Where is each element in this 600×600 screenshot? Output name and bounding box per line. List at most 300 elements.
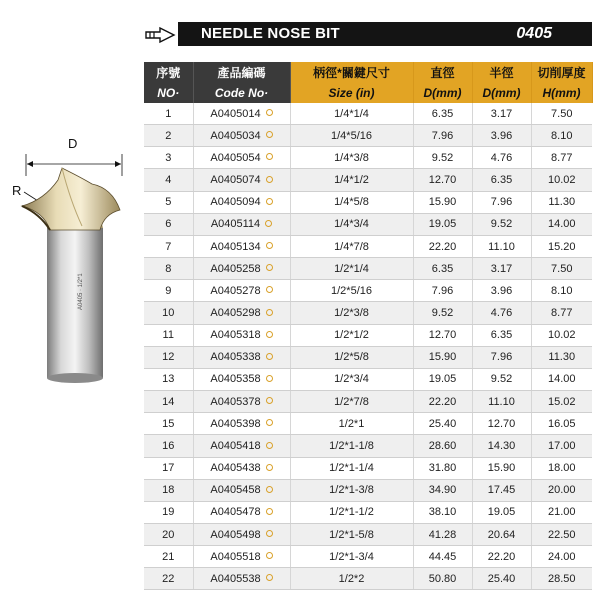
cell-size-text: 1/2*1/2 — [334, 329, 369, 342]
cell-size — [290, 125, 413, 147]
cell-diameter-text: 15.90 — [428, 351, 457, 364]
cell-radius — [472, 435, 531, 457]
cell-height — [531, 103, 592, 125]
cell-code-text: A0405134 — [210, 240, 261, 253]
cell-diameter — [413, 280, 472, 302]
svg-text:A0405 · 1/2*1: A0405 · 1/2*1 — [78, 273, 84, 310]
cell-code — [193, 191, 290, 213]
cell-no-text: 2 — [165, 129, 172, 142]
table-row — [144, 302, 592, 324]
cell-diameter — [413, 413, 472, 435]
cell-no-text: 13 — [162, 373, 175, 386]
cell-size-text: 1/2*1-3/8 — [329, 484, 374, 497]
cell-size-text: 1/4*1/2 — [334, 174, 369, 187]
cell-code — [193, 368, 290, 390]
cell-height — [531, 235, 592, 257]
table-row — [144, 169, 592, 191]
gold-dot-icon — [265, 220, 272, 227]
cell-diameter-text: 12.70 — [428, 174, 457, 187]
cell-height — [531, 169, 592, 191]
cell-diameter-text: 9.52 — [431, 306, 454, 319]
gold-dot-icon — [266, 419, 273, 426]
cell-code-text: A0405458 — [210, 484, 261, 497]
cell-diameter — [413, 191, 472, 213]
gold-dot-icon — [266, 331, 273, 338]
cell-diameter — [413, 125, 472, 147]
cell-height — [531, 324, 592, 346]
cell-height — [531, 346, 592, 368]
cell-radius-text: 9.52 — [490, 218, 513, 231]
gold-dot-icon — [266, 486, 273, 493]
cell-size-text: 1/2*1-3/4 — [329, 550, 374, 563]
cell-height — [531, 568, 592, 590]
cell-code — [193, 435, 290, 457]
cell-height — [531, 413, 592, 435]
cell-size — [290, 235, 413, 257]
gold-dot-icon — [266, 530, 273, 537]
table-row — [144, 568, 592, 590]
cell-code — [193, 169, 290, 191]
cell-radius — [472, 235, 531, 257]
cell-height-text: 10.02 — [547, 174, 576, 187]
cell-code-text: A0405094 — [210, 196, 261, 209]
cell-size-text: 1/4*5/16 — [331, 129, 372, 142]
table-row — [144, 435, 592, 457]
gold-dot-icon — [266, 109, 273, 116]
cell-diameter — [413, 235, 472, 257]
cell-size-text: 1/2*7/8 — [334, 395, 369, 408]
cell-no-text: 16 — [162, 439, 175, 452]
cell-height-text: 16.05 — [547, 417, 576, 430]
cell-no — [144, 258, 193, 280]
cell-diameter-text: 31.80 — [428, 462, 457, 475]
cell-size — [290, 523, 413, 545]
cell-diameter-text: 41.28 — [428, 528, 457, 541]
cell-height-text: 22.50 — [547, 528, 576, 541]
table-row — [144, 235, 592, 257]
cell-code — [193, 413, 290, 435]
cell-size — [290, 169, 413, 191]
gold-dot-icon — [266, 442, 273, 449]
cell-no — [144, 435, 193, 457]
cell-height-text: 28.50 — [547, 572, 576, 585]
cell-no — [144, 346, 193, 368]
cell-code — [193, 324, 290, 346]
cell-size — [290, 280, 413, 302]
cell-height-text: 14.00 — [547, 373, 576, 386]
cell-height — [531, 125, 592, 147]
cell-diameter — [413, 103, 472, 125]
cell-size-text: 1/2*1-1/4 — [329, 462, 374, 475]
router-bit-drawing — [0, 140, 140, 400]
cell-diameter — [413, 523, 472, 545]
cell-height-text: 11.30 — [548, 351, 576, 364]
gold-dot-icon — [266, 176, 273, 183]
cell-diameter — [413, 435, 472, 457]
cell-no — [144, 103, 193, 125]
cell-diameter-text: 19.05 — [428, 218, 457, 231]
cell-no-text: 20 — [162, 528, 175, 541]
cell-radius-text: 14.30 — [487, 439, 516, 452]
cell-diameter-text: 7.96 — [431, 284, 454, 297]
cell-size — [290, 568, 413, 590]
table-row — [144, 258, 592, 280]
cell-height — [531, 546, 592, 568]
arrow-icon — [144, 25, 178, 45]
cell-no-text: 10 — [162, 306, 175, 319]
cell-code-text: A0405298 — [210, 306, 261, 319]
cell-code — [193, 479, 290, 501]
cell-height-text: 8.10 — [551, 284, 573, 297]
cell-diameter — [413, 213, 472, 235]
col-header-height-cn: 切削厚度 — [531, 62, 592, 82]
gold-dot-icon — [266, 309, 273, 316]
cell-size-text: 1/4*5/8 — [334, 196, 369, 209]
col-header-diameter: D(mm) — [413, 82, 472, 103]
cell-height — [531, 479, 592, 501]
cell-size — [290, 302, 413, 324]
gold-dot-icon — [266, 242, 273, 249]
cell-size-text: 1/2*1/4 — [334, 262, 369, 275]
cell-no-text: 9 — [165, 284, 172, 297]
cell-size — [290, 103, 413, 125]
cell-radius-text: 6.35 — [490, 174, 513, 187]
table-row — [144, 324, 592, 346]
cell-radius-text: 3.96 — [490, 129, 513, 142]
cell-code — [193, 346, 290, 368]
cell-size-text: 1/2*3/8 — [334, 306, 369, 319]
cell-height — [531, 147, 592, 169]
cell-no — [144, 147, 193, 169]
cell-radius — [472, 501, 531, 523]
col-header-size-cn: 柄徑*關鍵尺寸 — [290, 62, 413, 82]
cell-diameter — [413, 479, 472, 501]
cell-code-text: A0405418 — [210, 439, 261, 452]
cell-height — [531, 213, 592, 235]
cell-diameter-text: 22.20 — [428, 395, 457, 408]
cell-size — [290, 479, 413, 501]
cell-no — [144, 169, 193, 191]
table-row — [144, 125, 592, 147]
cell-diameter-text: 6.35 — [431, 107, 454, 120]
cell-radius-text: 22.20 — [487, 550, 516, 563]
header-bar — [144, 22, 592, 48]
cell-radius-text: 15.90 — [487, 462, 516, 475]
cell-diameter-text: 15.90 — [428, 196, 457, 209]
cell-radius-text: 3.17 — [490, 262, 513, 275]
cell-size-text: 1/2*1 — [338, 417, 365, 430]
cell-no — [144, 413, 193, 435]
header-underline — [178, 46, 592, 48]
cell-height — [531, 302, 592, 324]
cell-size — [290, 191, 413, 213]
cell-no — [144, 568, 193, 590]
cell-size-text: 1/2*2 — [338, 572, 365, 585]
cell-code — [193, 523, 290, 545]
cell-no-text: 17 — [162, 462, 175, 475]
cell-radius — [472, 147, 531, 169]
radius-r-label: R — [12, 183, 22, 198]
cell-radius-text: 4.76 — [490, 306, 513, 319]
cell-radius — [472, 346, 531, 368]
cell-diameter-text: 19.05 — [428, 373, 457, 386]
cell-size-text: 1/2*1-1/2 — [329, 506, 374, 519]
cell-height — [531, 280, 592, 302]
cell-code-text: A0405034 — [210, 129, 261, 142]
cell-diameter — [413, 324, 472, 346]
cell-radius — [472, 523, 531, 545]
cell-no-text: 15 — [162, 417, 175, 430]
cell-no — [144, 457, 193, 479]
cell-radius — [472, 258, 531, 280]
cell-height — [531, 391, 592, 413]
table-row — [144, 368, 592, 390]
gold-dot-icon — [266, 397, 273, 404]
header-row-english — [144, 82, 592, 103]
cell-code — [193, 501, 290, 523]
table-row — [144, 523, 592, 545]
cell-size — [290, 391, 413, 413]
cell-radius-text: 11.10 — [488, 395, 515, 408]
cell-diameter-text: 25.40 — [428, 417, 457, 430]
cell-radius — [472, 479, 531, 501]
col-header-height: H(mm) — [531, 82, 592, 103]
cell-code-text: A0405358 — [210, 373, 261, 386]
product-title: NEEDLE NOSE BIT — [201, 25, 340, 42]
cell-diameter — [413, 501, 472, 523]
header-row-chinese — [144, 62, 592, 82]
cell-radius-text: 12.70 — [487, 417, 516, 430]
cell-height-text: 15.20 — [547, 240, 576, 253]
cell-size — [290, 368, 413, 390]
cell-size — [290, 546, 413, 568]
cell-radius-text: 9.52 — [490, 373, 513, 386]
cell-diameter — [413, 546, 472, 568]
cell-height-text: 15.02 — [547, 395, 576, 408]
cell-height — [531, 457, 592, 479]
cell-radius-text: 19.05 — [487, 506, 516, 519]
cell-size — [290, 413, 413, 435]
cell-diameter-text: 12.70 — [428, 329, 457, 342]
table-row — [144, 103, 592, 125]
cell-size-text: 1/4*7/8 — [334, 240, 369, 253]
cell-size — [290, 435, 413, 457]
cell-code — [193, 457, 290, 479]
cell-code-text: A0405538 — [210, 572, 261, 585]
cell-height-text: 21.00 — [547, 506, 576, 519]
cell-code — [193, 280, 290, 302]
col-header-code: Code No· — [193, 82, 290, 103]
cell-size-text: 1/4*1/4 — [334, 107, 369, 120]
table-row — [144, 346, 592, 368]
spec-table-body — [144, 103, 592, 590]
cell-diameter — [413, 302, 472, 324]
cell-no — [144, 501, 193, 523]
table-row — [144, 501, 592, 523]
cell-no-text: 22 — [162, 572, 175, 585]
cell-height-text: 8.77 — [551, 151, 573, 164]
cell-no-text: 8 — [165, 262, 172, 275]
product-code: 0405 — [516, 25, 552, 42]
table-row — [144, 391, 592, 413]
cell-height — [531, 501, 592, 523]
cell-radius — [472, 302, 531, 324]
cell-code-text: A0405398 — [210, 417, 261, 430]
cell-diameter — [413, 169, 472, 191]
cell-height-text: 18.00 — [547, 462, 576, 475]
cell-diameter-text: 34.90 — [428, 484, 457, 497]
cell-code-text: A0405074 — [210, 174, 261, 187]
cell-radius — [472, 546, 531, 568]
cell-radius — [472, 568, 531, 590]
dimension-d-label: D — [68, 136, 78, 151]
cell-no-text: 21 — [162, 550, 175, 563]
cell-radius — [472, 457, 531, 479]
cell-no-text: 4 — [165, 174, 172, 187]
cell-radius-text: 3.17 — [490, 107, 513, 120]
cell-radius-text: 20.64 — [487, 528, 516, 541]
cell-code — [193, 302, 290, 324]
cell-no — [144, 368, 193, 390]
cell-height-text: 10.02 — [547, 329, 576, 342]
cell-radius — [472, 324, 531, 346]
cell-code-text: A0405318 — [210, 329, 261, 342]
cell-size-text: 1/2*3/4 — [334, 373, 369, 386]
cell-diameter-text: 28.60 — [428, 439, 457, 452]
cell-code — [193, 258, 290, 280]
cell-height-text: 11.30 — [548, 196, 576, 209]
cell-diameter-text: 6.35 — [431, 262, 454, 275]
cell-diameter-text: 9.52 — [431, 151, 454, 164]
cell-height-text: 7.50 — [551, 107, 573, 120]
cell-height — [531, 435, 592, 457]
cell-no — [144, 523, 193, 545]
cell-size-text: 1/4*3/4 — [334, 218, 369, 231]
cell-no — [144, 235, 193, 257]
cell-radius — [472, 103, 531, 125]
cell-code-text: A0405278 — [210, 284, 261, 297]
cell-radius-text: 7.96 — [490, 351, 513, 364]
cell-diameter-text: 7.96 — [431, 129, 454, 142]
cell-diameter-text: 38.10 — [428, 506, 457, 519]
cell-size — [290, 501, 413, 523]
table-row — [144, 413, 592, 435]
cell-diameter — [413, 147, 472, 169]
cell-no — [144, 479, 193, 501]
spec-table — [144, 62, 593, 590]
cell-no — [144, 191, 193, 213]
col-header-code-cn: 產品編碼 — [193, 62, 290, 82]
cell-size-text: 1/2*5/16 — [331, 284, 372, 297]
col-header-radius-cn: 半徑 — [472, 62, 531, 82]
cell-radius — [472, 280, 531, 302]
cell-size — [290, 457, 413, 479]
cell-radius-text: 25.40 — [487, 572, 516, 585]
cell-height-text: 20.00 — [547, 484, 576, 497]
cell-code-text: A0405338 — [210, 351, 261, 364]
cell-radius-text: 7.96 — [490, 196, 513, 209]
cell-size — [290, 324, 413, 346]
cell-no — [144, 280, 193, 302]
cell-diameter-text: 44.45 — [428, 550, 457, 563]
col-header-no-cn: 序號 — [144, 62, 193, 82]
cell-size-text: 1/2*1-5/8 — [329, 528, 374, 541]
cell-height-text: 8.10 — [551, 129, 573, 142]
cell-height-text: 7.50 — [551, 262, 573, 275]
cell-diameter — [413, 457, 472, 479]
cell-radius — [472, 191, 531, 213]
cell-height-text: 17.00 — [547, 439, 576, 452]
cell-no — [144, 213, 193, 235]
cell-size-text: 1/2*5/8 — [334, 351, 369, 364]
cell-height — [531, 368, 592, 390]
table-row — [144, 280, 592, 302]
table-row — [144, 546, 592, 568]
table-row — [144, 457, 592, 479]
cell-code-text: A0405438 — [210, 462, 261, 475]
cell-no-text: 19 — [162, 506, 175, 519]
table-row — [144, 479, 592, 501]
cell-height — [531, 258, 592, 280]
cell-no — [144, 391, 193, 413]
cell-radius — [472, 125, 531, 147]
cell-code-text: A0405114 — [210, 218, 261, 231]
cell-code-text: A0405378 — [210, 395, 261, 408]
cell-height-text: 8.77 — [551, 306, 573, 319]
cell-diameter — [413, 346, 472, 368]
cell-radius — [472, 213, 531, 235]
cell-height-text: 14.00 — [547, 218, 576, 231]
cell-no — [144, 125, 193, 147]
cell-no-text: 3 — [165, 151, 172, 164]
col-header-radius: D(mm) — [472, 82, 531, 103]
cell-no-text: 14 — [162, 395, 175, 408]
cell-code-text: A0405518 — [210, 550, 261, 563]
cell-diameter — [413, 391, 472, 413]
router-bit-illustration — [0, 136, 140, 400]
cell-no-text: 12 — [162, 351, 175, 364]
cell-code-text: A0405498 — [210, 528, 261, 541]
gold-dot-icon — [266, 264, 273, 271]
cell-size — [290, 147, 413, 169]
cell-size — [290, 213, 413, 235]
cell-radius-text: 4.76 — [490, 151, 513, 164]
cell-no-text: 1 — [165, 107, 172, 120]
cell-no — [144, 546, 193, 568]
cell-code — [193, 147, 290, 169]
gold-dot-icon — [266, 286, 273, 293]
table-row — [144, 191, 592, 213]
cell-radius-text: 11.10 — [488, 240, 515, 253]
cell-code-text: A0405258 — [210, 262, 261, 275]
table-row — [144, 147, 592, 169]
gold-dot-icon — [266, 375, 273, 382]
cell-radius — [472, 368, 531, 390]
cell-no-text: 11 — [162, 329, 174, 342]
cell-size — [290, 346, 413, 368]
cell-no-text: 5 — [165, 196, 172, 209]
cell-no-text: 18 — [162, 484, 175, 497]
cell-diameter-text: 50.80 — [428, 572, 457, 585]
cell-height — [531, 523, 592, 545]
cell-radius-text: 17.45 — [487, 484, 516, 497]
cell-radius — [472, 391, 531, 413]
cell-size — [290, 258, 413, 280]
col-header-no: NO· — [144, 82, 193, 103]
cell-diameter — [413, 568, 472, 590]
cell-height — [531, 191, 592, 213]
gold-dot-icon — [266, 464, 273, 471]
